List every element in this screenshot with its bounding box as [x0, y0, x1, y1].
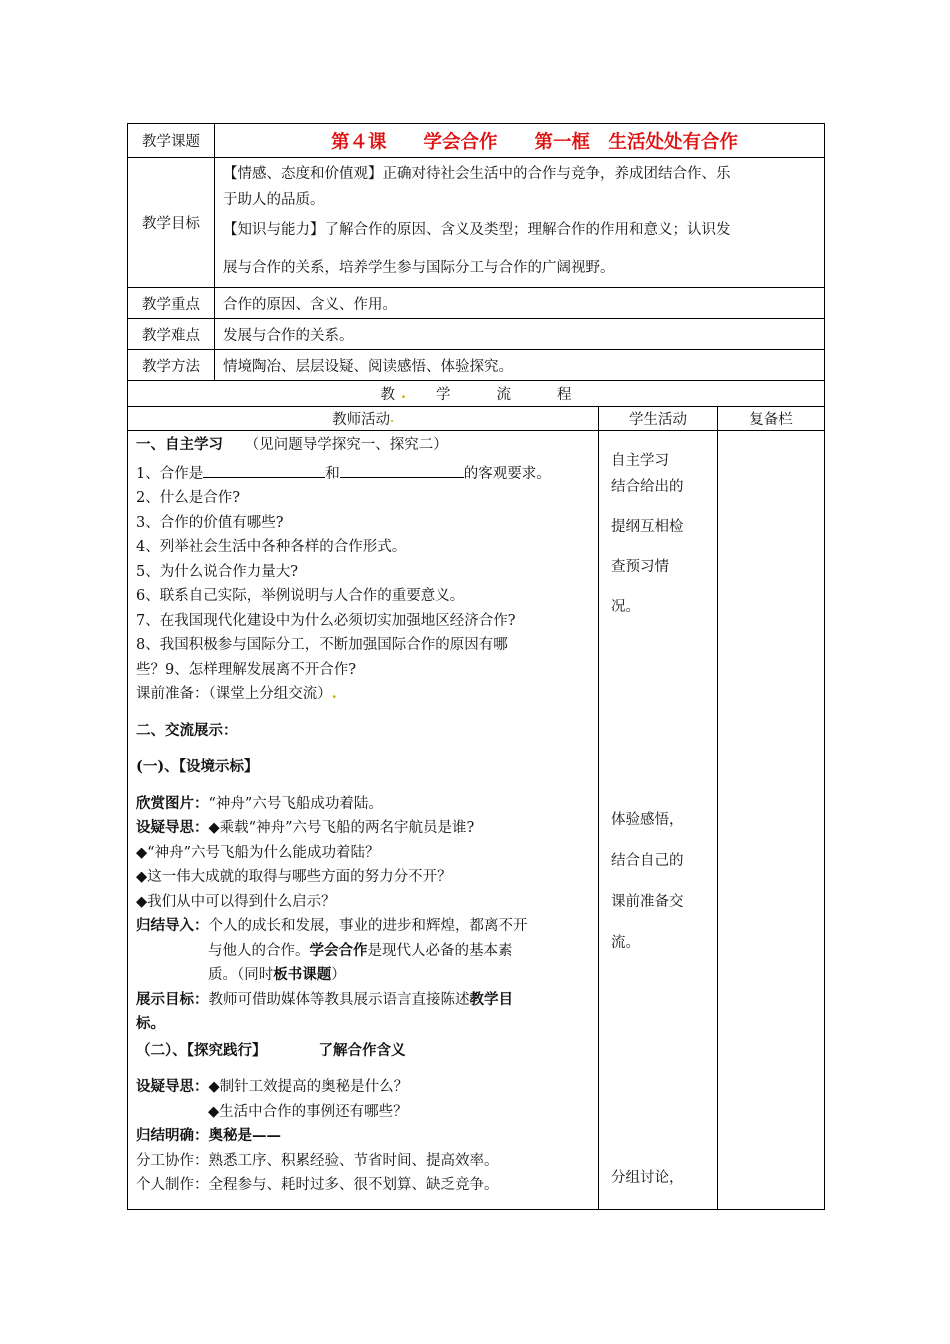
guide-question: ◆“神舟”六号飞船为什么能成功着陆？ [136, 844, 380, 861]
topic-row [128, 124, 824, 158]
yellow-dot: . [331, 685, 337, 702]
col-teacher-header [128, 407, 599, 430]
question-item: 3、合作的价值有哪些? [136, 514, 284, 531]
section1-note: （见问题导学探究一、探究二） [252, 437, 448, 453]
student-line: 自主学习 [611, 453, 669, 469]
student-note-1 [611, 449, 684, 619]
summary-line: ） [331, 967, 346, 983]
student-line: 体验感悟， [611, 812, 684, 828]
key-value: 合作的原因、含义、作用。 [223, 296, 397, 313]
method-label: 教学方法 [128, 350, 215, 380]
individual-line: 个人制作：全程参与、耗时过多、很不划算、缺乏竞争。 [136, 1177, 499, 1193]
yellow-dot: . [400, 385, 407, 402]
backup-cell [718, 431, 824, 1209]
guide-question: ◆这一伟大成就的取得与哪些方面的努力分不开？ [136, 869, 452, 885]
guide2-label: 设疑导思： [136, 1078, 209, 1095]
flow-char: 程 [557, 387, 572, 403]
student-line: 查预习情 [611, 559, 669, 575]
summary-bold: 板书课题 [273, 966, 332, 983]
yellow-dot: . [390, 412, 394, 425]
fill-blank[interactable] [203, 463, 325, 478]
teacher-activity-cell [128, 431, 599, 1209]
student-line: 课前准备交 [611, 894, 684, 910]
section2a-title: (一)、【设境示标】 [136, 758, 259, 775]
method-row [128, 350, 824, 381]
question-item: 4、列举社会生活中各种各样的合作形式。 [136, 539, 407, 555]
goal-row [128, 158, 824, 288]
summary-line: 与他人的合作。 [208, 942, 310, 959]
student-note-3 [611, 1166, 684, 1190]
student-line: 况。 [611, 599, 640, 615]
division-line: 分工协作：熟悉工序、积累经验、节省时间、提高效率。 [136, 1152, 499, 1169]
student-line: 提纲互相检 [611, 519, 684, 535]
method-value: 情境陶冶、层层设疑、阅读感悟、体验探究。 [223, 358, 513, 375]
section2b-title: （二）、【探究践行】 [136, 1041, 267, 1059]
flow-char: 教 [380, 387, 395, 403]
student-line: 分组讨论， [611, 1170, 684, 1186]
show-bold: 教学目 [469, 990, 513, 1008]
student-line: 流。 [611, 935, 640, 951]
lesson-title: 第４课 学会合作 第一框 生活处处有合作 [331, 131, 739, 153]
q1-part: 和 [325, 465, 340, 482]
flow-char: 流 [496, 387, 512, 403]
goal-line: 【情感、态度和价值观】正确对待社会生活中的合作与竞争，养成团结合作、乐 [223, 166, 731, 182]
question-item: 6、联系自己实际，举例说明与人合作的重要意义。 [136, 588, 465, 604]
topic-label: 教学课题 [128, 124, 215, 157]
guide2-question: ◆生活中合作的事例还有哪些？ [208, 1103, 408, 1120]
hard-row [128, 319, 824, 350]
q1-part: 1、合作是 [136, 465, 204, 482]
hard-label: 教学难点 [128, 319, 215, 349]
goal-line: 展与合作的关系，培养学生参与国际分工与合作的广阔视野。 [223, 260, 615, 276]
question-item: 2、什么是合作? [136, 490, 240, 506]
guide-label: 设疑导思： [136, 819, 209, 836]
summary-line: 是现代人必备的基本素 [367, 942, 513, 959]
col-student-header: 学生活动 [599, 407, 718, 430]
show-text: 教师可借助媒体等教具展示语言直接陈述 [208, 991, 470, 1008]
section2b-note: 了解合作含义 [318, 1041, 406, 1059]
column-header-row [128, 407, 824, 431]
show-line2: 标。 [136, 1015, 165, 1032]
goal-line: 于助人的品质。 [223, 192, 325, 208]
question-item: 7、在我国现代化建设中为什么必须切实加强地区经济合作? [136, 612, 516, 629]
prep-text: 课前准备：（课堂上分组交流） [136, 686, 332, 702]
section1-title: 一、自主学习 [136, 436, 223, 453]
pic-label: 欣赏图片： [136, 794, 209, 812]
col-teacher-label: 教师活动 [332, 412, 391, 428]
guide-question: ◆乘载“神舟”六号飞船的两名宇航员是谁? [208, 820, 475, 836]
lesson-table [127, 123, 825, 1210]
student-line: 结合给出的 [611, 479, 684, 495]
key-row [128, 288, 824, 319]
summary-line: 质。（同时 [208, 967, 274, 983]
student-note-2 [611, 808, 684, 955]
flow-char: 学 [436, 387, 451, 403]
student-line: 结合自己的 [611, 853, 684, 869]
q1-part: 的客观要求。 [463, 465, 551, 482]
clarify-line: 归结明确：奥秘是—— [136, 1127, 281, 1144]
question-1 [136, 462, 590, 487]
hard-value: 发展与合作的关系。 [223, 327, 354, 344]
show-label: 展示目标： [136, 990, 209, 1008]
body-row [128, 431, 824, 1209]
goal-line: 【知识与能力】了解合作的原因、含义及类型；理解合作的作用和意义；认识发 [223, 222, 731, 238]
section2-title: 二、交流展示： [136, 721, 238, 739]
key-label: 教学重点 [128, 288, 215, 318]
goal-text [215, 158, 824, 287]
question-item: 8、我国积极参与国际分工，不断加强国际合作的原因有哪 [136, 637, 508, 653]
flow-row [128, 381, 824, 407]
col-backup-header: 复备栏 [749, 412, 793, 428]
summary-line: 个人的成长和发展，事业的进步和辉煌，都离不开 [208, 918, 528, 934]
summary-bold: 学会合作 [309, 941, 368, 959]
guide-question: ◆我们从中可以得到什么启示？ [136, 893, 336, 910]
question-item: 5、为什么说合作力量大? [136, 563, 298, 580]
pic-text: “神舟”六号飞船成功着陆。 [208, 795, 383, 812]
fill-blank[interactable] [340, 463, 464, 478]
guide2-question: ◆制针工效提高的奥秘是什么？ [208, 1079, 409, 1095]
goal-label: 教学目标 [128, 158, 215, 287]
summary-label: 归结导入： [136, 917, 209, 934]
question-item: 些？9、怎样理解发展离不开合作? [136, 661, 356, 678]
